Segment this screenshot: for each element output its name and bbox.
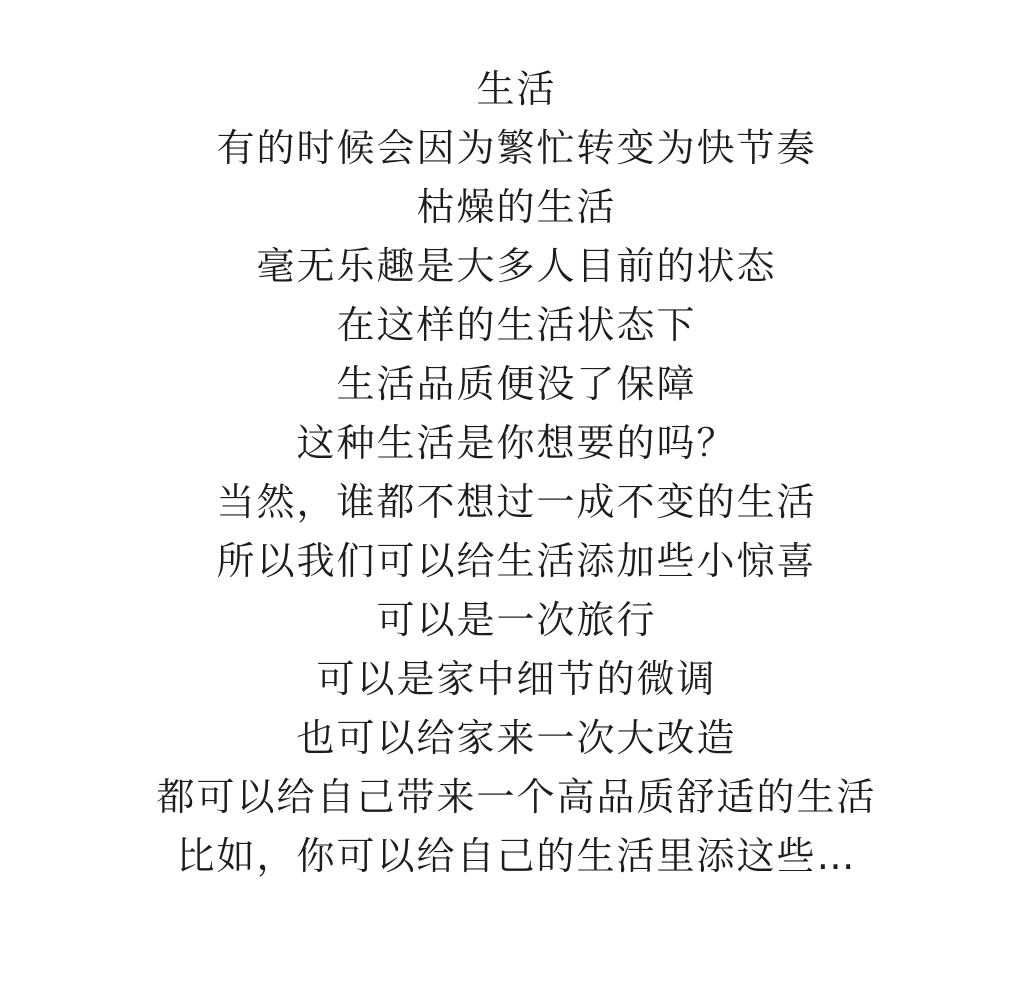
text-line: 生活品质便没了保障	[336, 362, 697, 406]
text-line: 在这样的生活状态下	[336, 303, 697, 347]
text-line: 比如，你可以给自己的生活里添这些…	[176, 834, 857, 878]
poem-text-block	[0, 60, 1033, 886]
text-line: 枯燥的生活	[416, 185, 617, 229]
text-line: 可以是家中细节的微调	[316, 657, 717, 701]
text-line: 毫无乐趣是大多人目前的状态	[256, 244, 777, 288]
text-line: 也可以给家来一次大改造	[296, 716, 737, 760]
text-line: 这种生活是你想要的吗？	[296, 421, 737, 465]
text-line: 所以我们可以给生活添加些小惊喜	[216, 539, 817, 583]
text-line: 当然，谁都不想过一成不变的生活	[216, 480, 817, 524]
text-line: 生活	[476, 67, 557, 111]
text-line: 都可以给自己带来一个高品质舒适的生活	[156, 775, 877, 819]
text-line: 可以是一次旅行	[376, 598, 657, 642]
text-line: 有的时候会因为繁忙转变为快节奏	[216, 126, 817, 170]
